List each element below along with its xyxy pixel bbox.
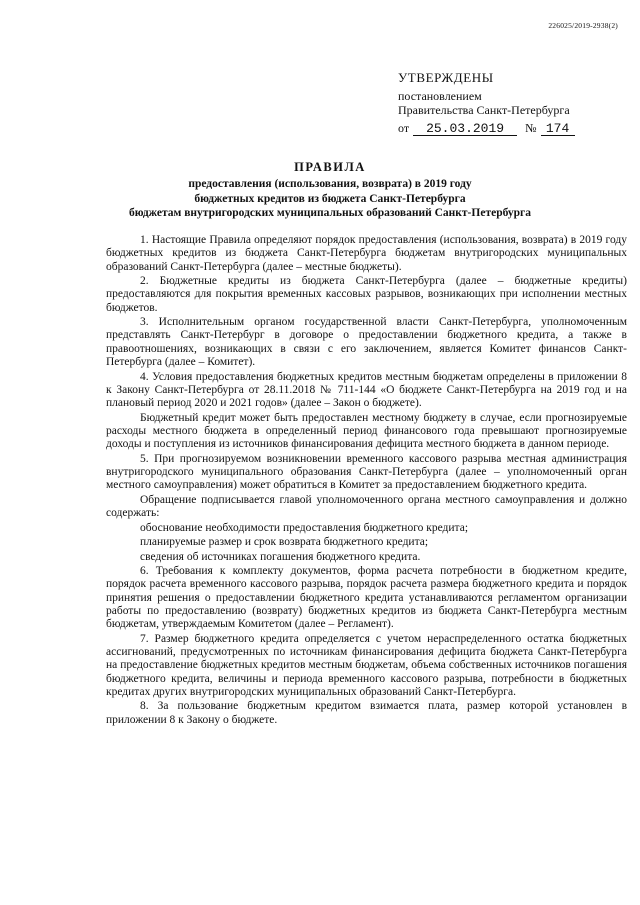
list-item: планируемые размер и срок возврата бюджетного кредита; <box>140 536 429 549</box>
paragraph-8: 8. За пользование бюджетным кредитом взимается плата, размер которой установлен в приложении 8 к Закону о бюджете. <box>106 700 627 726</box>
approval-number: 174 <box>541 122 575 136</box>
rules-subtitle-line: предоставления (использования, возврата) в 2019 году <box>188 178 472 190</box>
paragraph-5: 5. При прогнозируемом возникновении временного кассового разрыва местная администрация внутригородского муниципального образования Санкт-Петербурга (далее – уполномоченный орган местного самоуправления) может обратиться в Комитет за предоставлением бюджетного кредита. <box>106 452 627 492</box>
document-number: 226025/2019-2938(2) <box>548 21 618 30</box>
date-prefix: от <box>398 120 410 135</box>
paragraph-4: 4. Условия предоставления бюджетных кредитов местным бюджетам определены в приложении 8 к Закону Санкт-Петербурга от 28.11.2018 № 711-144 «О бюджете Санкт-Петербурга на 2019 год и на плановый период 2020 и 2021 годов» (далее – Закон о бюджете). <box>106 370 627 410</box>
approval-line-resolution: постановлением <box>398 88 482 103</box>
rules-subtitle-line: бюджетных кредитов из бюджета Санкт-Петербурга <box>194 192 466 205</box>
paragraph-5-appeal: Обращение подписывается главой уполномоченного органа местного самоуправления и должно содержать: <box>106 493 627 520</box>
rules-title: ПРАВИЛА <box>294 160 366 174</box>
approval-date-line <box>398 121 628 136</box>
paragraph-1: 1. Настоящие Правила определяют порядок предоставления (использования, возврата) в 2019 году бюджетных кредитов из бюджета Санкт-Петербурга бюджетам внутригородских муниципальных образований Санкт-Петербурга (далее – местные бюджеты). <box>106 234 627 273</box>
paragraph-7: 7. Размер бюджетного кредита определяется с учетом нераспределенного остатка бюджетных ассигнований, предусмотренных по источникам финансирования дефицита бюджета Санкт-Петербурга на предоставление бюджетных кредитов местным бюджетам, объема собственных источников погашения бюджетного кредита, величины и периода временного кассового разрыва, потребности в бюджетных кредитах других внутригородских муниципальных образований Санкт-Петербурга. <box>106 632 627 698</box>
list-item: обоснование необходимости предоставления бюджетного кредита; <box>140 521 469 534</box>
rules-subtitle-line: бюджетам внутригородских муниципальных образований Санкт-Петербурга <box>128 207 532 219</box>
list-item: сведения об источниках погашения бюджетного кредита. <box>140 550 421 563</box>
rules-heading <box>60 160 600 221</box>
paragraph-3: 3. Исполнительным органом государственной власти Санкт-Петербурга, уполномоченным представлять Санкт-Петербург в договоре о предоставлении бюджетного кредита, а также в правоотношениях, возникающих в связи с его заключением, является Комитет финансов Санкт-Петербурга (далее – Комитет). <box>106 316 627 369</box>
paragraph-2: 2. Бюджетные кредиты из бюджета Санкт-Петербурга (далее – бюджетные кредиты) предоставляются для покрытия временных кассовых разрывов, возникающих при исполнении местных бюджетов. <box>106 275 627 314</box>
rules-body <box>106 234 627 727</box>
approval-date: 25.03.2019 <box>413 122 517 136</box>
number-prefix: № <box>525 120 537 135</box>
approval-title: УТВЕРЖДЕНЫ <box>398 70 494 85</box>
approval-line-government: Правительства Санкт-Петербурга <box>398 103 570 117</box>
paragraph-6: 6. Требования к комплекту документов, форма расчета потребности в бюджетном кредите, порядок расчета временного кассового разрыва, порядок расчета размера бюджетного кредита и порядок принятия решения о предоставлении бюджетного кредита устанавливаются регламентом организации работы по предоставлению (возврату) бюджетных кредитов из бюджета Санкт-Петербурга местным бюджетам, утверждаемым Комитетом (далее – Регламент). <box>106 565 627 631</box>
paragraph-4-note: Бюджетный кредит может быть предоставлен местному бюджету в случае, если прогнозируемые расходы местного бюджета в определенный период финансового года превышают прогнозируемые доходы и поступления из источников финансирования дефицита местного бюджета в данном периоде. <box>106 411 627 451</box>
approval-stamp <box>398 71 628 136</box>
